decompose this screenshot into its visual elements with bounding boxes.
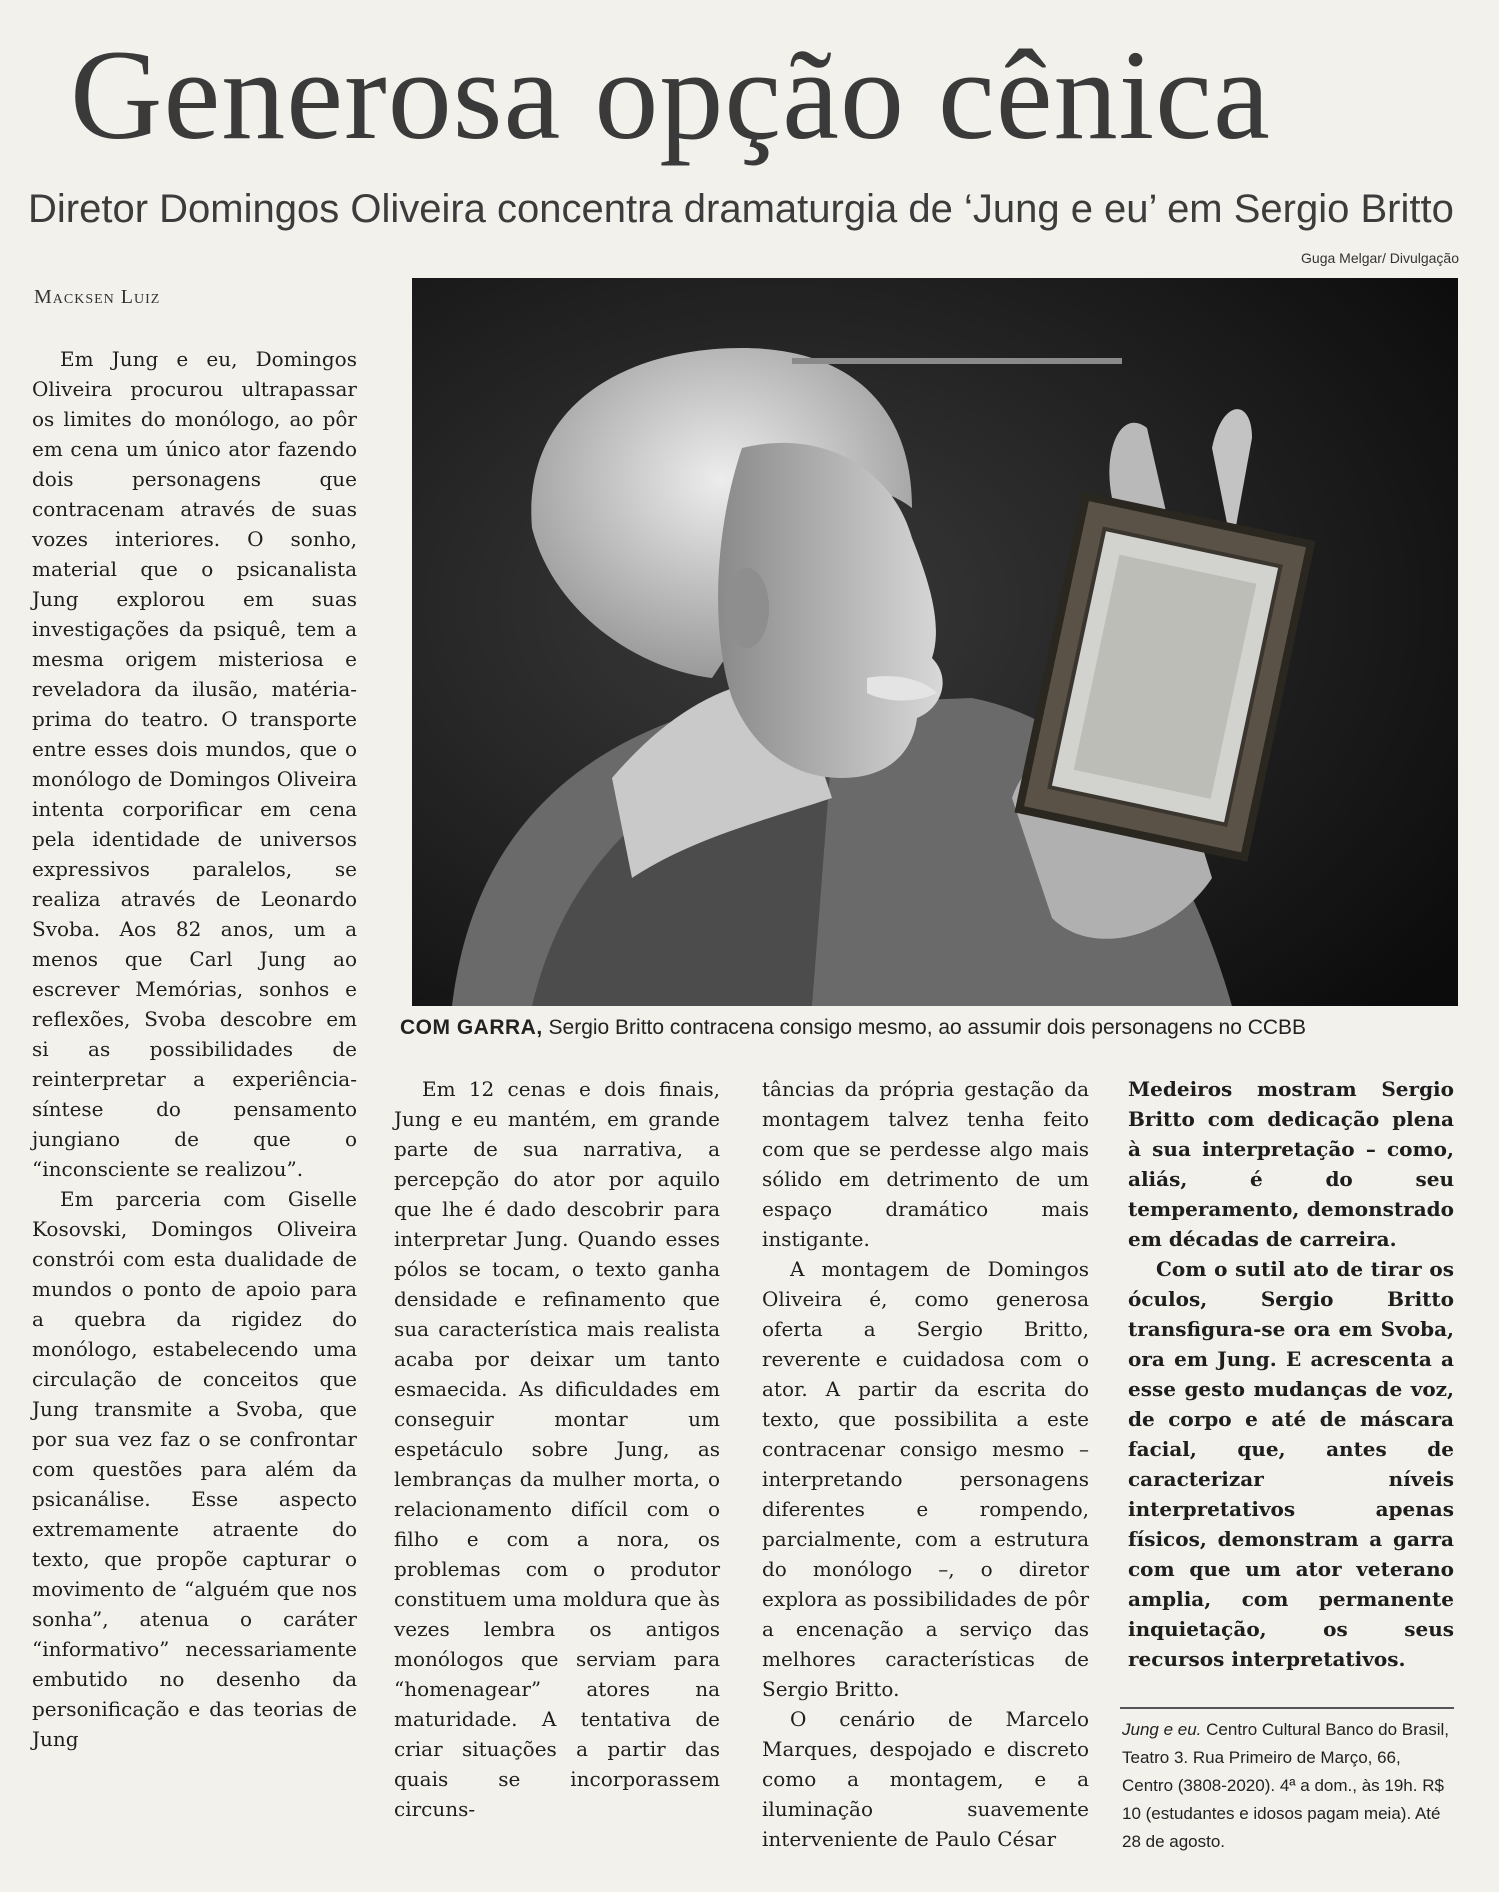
paragraph: Com o sutil ato de tirar os óculos, Sergio Britto transfigura-se ora em Svoba, ora em Jung. E acrescenta a esse gesto mudanças de voz, de corpo e até de máscara facial, que, antes de caracterizar níveis interpretativos apenas físicos, demonstram a garra com que um ator veterano amplia, com permanente inquietação, os seus recursos interpretativos.	[1128, 1257, 1454, 1671]
photo-credit: Guga Melgar/ Divulgação	[1301, 250, 1459, 266]
show-info-box	[1122, 1716, 1456, 1856]
paragraph: O cenário de Marcelo Marques, despojado e discreto como a montagem, e a iluminação suavemente interveniente de Paulo César	[762, 1707, 1089, 1851]
show-details: Centro Cultural Banco do Brasil, Teatro 3. Rua Primeiro de Março, 66, Centro (3808-2020). 4ª a dom., às 19h. R$ 10 (estudantes e idosos pagam meia). Até 28 de agosto.	[1122, 1720, 1449, 1851]
caption-text: Sergio Britto contracena consigo mesmo, ao assumir dois personagens no CCBB	[548, 1016, 1307, 1039]
paragraph: Medeiros mostram Sergio Britto com dedicação plena à sua interpretação – como, aliás, é do seu temperamento, demonstrado em décadas de carreira.	[1128, 1077, 1454, 1251]
caption-lead: COM GARRA,	[400, 1016, 543, 1039]
paragraph: A montagem de Domingos Oliveira é, como generosa oferta a Sergio Britto, reverente e cuidadosa com o ator. A partir da escrita do texto, que possibilita a este contracenar consigo mesmo – interpretando personagens diferentes e rompendo, parcialmente, com a estrutura do monólogo –, o diretor explora as possibilidades de pôr a encenação a serviço das melhores características de Sergio Britto.	[762, 1257, 1089, 1701]
paragraph: tâncias da própria gestação da montagem talvez tenha feito com que se perdesse algo mais sólido em detrimento de um espaço dramático mais instigante.	[762, 1077, 1089, 1251]
subheadline: Diretor Domingos Oliveira concentra dramaturgia de ‘Jung e eu’ em Sergio Britto	[28, 187, 1454, 231]
info-divider	[1120, 1707, 1454, 1709]
article-column-4	[1128, 1074, 1454, 1674]
paragraph: Em Jung e eu, Domingos Oliveira procurou ultrapassar os limites do monólogo, ao pôr em cena um único ator fazendo dois personagens que contracenam através de suas vozes interiores. O sonho, material que o psicanalista Jung explorou em suas investigações da psiquê, tem a mesma origem misteriosa e reveladora da ilusão, matéria-prima do teatro. O transporte entre esses dois mundos, que o monólogo de Domingos Oliveira intenta corporificar em cena pela identidade de universos expressivos paralelos, se realiza através de Leonardo Svoba. Aos 82 anos, um a menos que Carl Jung ao escrever Memórias, sonhos e reflexões, Svoba descobre em si as possibilidades de reinterpretar a experiência-síntese do pensamento jungiano de que o “inconsciente se realizou”.	[32, 347, 357, 1181]
article-photo	[412, 278, 1458, 1006]
photo-caption	[400, 1014, 1465, 1042]
show-title: Jung e eu.	[1122, 1720, 1202, 1739]
article-column-1	[32, 344, 357, 1754]
paragraph: Em 12 cenas e dois finais, Jung e eu mantém, em grande parte de sua narrativa, a percepção do ator por aquilo que lhe é dado descobrir para interpretar Jung. Quando esses pólos se tocam, o texto ganha densidade e refinamento que sua característica mais realista acaba por deixar um tanto esmaecida. As dificuldades em conseguir montar um espetáculo sobre Jung, as lembranças da mulher morta, o relacionamento difícil com o filho e com a nora, os problemas com o produtor constituem uma moldura que às vezes lembra os antigos monólogos que serviam para “homenagear” atores na maturidade. A tentativa de criar situações a partir das quais se incorporassem circuns-	[394, 1077, 721, 1821]
actor-portrait-photo	[412, 278, 1458, 1006]
article-column-3	[762, 1074, 1089, 1854]
byline: Macksen Luiz	[34, 286, 161, 308]
article-column-2	[394, 1074, 720, 1824]
paragraph: Em parceria com Giselle Kosovski, Domingos Oliveira constrói com esta dualidade de mundos o ponto de apoio para a quebra da rigidez do monólogo, estabelecendo uma circulação de conceitos que Jung transmite a Svoba, que por sua vez faz o se confrontar com questões para além da psicanálise. Esse aspecto extremamente atraente do texto, que propõe capturar o movimento de “alguém que nos sonha”, atenua o caráter “informativo” necessariamente embutido no desenho da personificação e das teorias de Jung	[32, 1187, 357, 1751]
headline: Generosa opção cênica	[70, 24, 1271, 166]
